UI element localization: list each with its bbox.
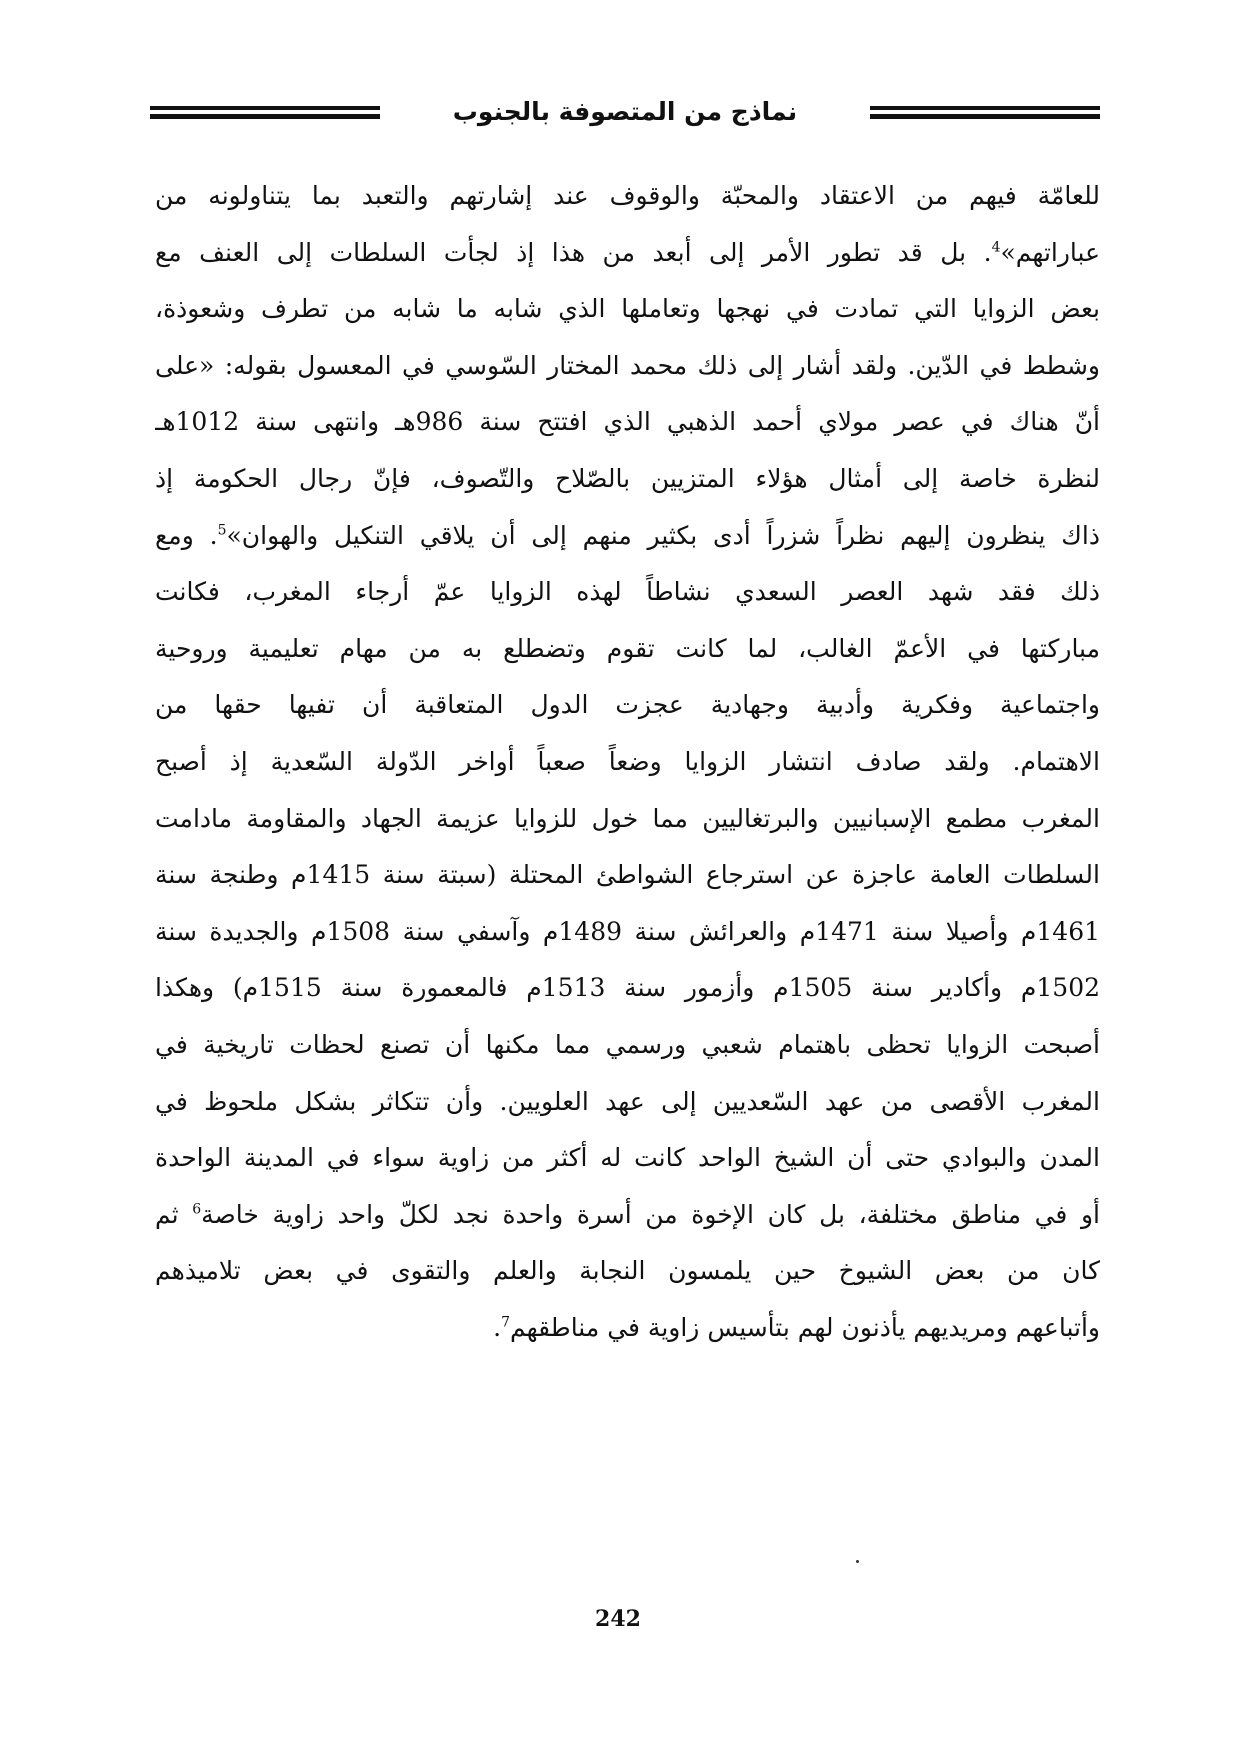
text-line: واجتماعية وفكرية وأدبية وجهادية عجزت الدول المتعاقبة أن تفيها حقها من — [155, 690, 1100, 720]
footnote-ref-7: 7 — [501, 1314, 510, 1331]
text-line — [155, 1187, 1100, 1244]
text-segment: ثم — [155, 1199, 193, 1229]
text-line — [155, 508, 1100, 565]
footnote-ref-5: 5 — [217, 522, 227, 539]
text-segment: وأتباعهم ومريديهم يأذنون لهم بتأسيس زاوية في مناطقهم — [509, 1312, 1100, 1342]
text-line: بعض الزوايا التي تمادت في نهجها وتعاملها الذي شابه ما شابه من تطرف وشعوذة، — [155, 294, 1100, 324]
text-segment: . بل قد تطور الأمر إلى أبعد من هذا إذ لجأت السلطات إلى العنف مع — [155, 237, 992, 267]
text-line — [155, 1300, 1100, 1357]
text-line: للعامّة فيهم من الاعتقاد والمحبّة والوقوف عند إشارتهم والتعبد بما يتناولونه من — [155, 181, 1100, 210]
header-rule-right — [870, 106, 1100, 119]
text-segment: عباراتهم» — [1000, 237, 1100, 267]
text-line: أصبحت الزوايا تحظى باهتمام شعبي ورسمي مما مكنها أن تصنع لحظات تاريخية في — [155, 1029, 1100, 1059]
text-line: أنّ هناك في عصر مولاي أحمد الذهبي الذي افتتح سنة 986هـ وانتهى سنة 1012هـ — [155, 407, 1100, 437]
text-segment: . — [493, 1312, 502, 1342]
text-line: مباركتها في الأعمّ الغالب، لما كانت تقوم وتضطلع به من مهام تعليمية وروحية — [155, 633, 1100, 663]
text-segment: . ومع — [155, 520, 218, 550]
text-line: السلطات العامة عاجزة عن استرجاع الشواطئ المحتلة (سبتة سنة 1415م وطنجة سنة — [155, 860, 1100, 890]
text-line: كان من بعض الشيوخ حين يلمسون النجابة والعلم والتقوى في بعض تلاميذهم — [155, 1256, 1100, 1286]
text-line: المدن والبوادي حتى أن الشيخ الواحد كانت له أكثر من زاوية سواء في المدينة الواحدة — [155, 1143, 1100, 1173]
speck-mark — [856, 1560, 859, 1563]
text-line: الاهتمام. ولقد صادف انتشار الزوايا وضعاً صعباً أواخر الدّولة السّعدية إذ أصبح — [155, 746, 1100, 776]
text-line: المغرب مطمع الإسبانيين والبرتغاليين مما خول للزوايا عزيمة الجهاد والمقاومة مادامت — [155, 803, 1100, 833]
text-segment: ذاك ينظرون إليهم نظراً شزراً أدى بكثير منهم إلى أن يلاقي التنكيل والهوان» — [226, 520, 1100, 550]
text-line: 1461م وأصيلا سنة 1471م والعرائش سنة 1489م وآسفي سنة 1508م والجديدة سنة — [155, 916, 1100, 946]
text-line: ذلك فقد شهد العصر السعدي نشاطاً لهذه الزوايا عمّ أرجاء المغرب، فكانت — [155, 577, 1100, 607]
body-text — [155, 168, 1100, 1356]
text-line — [155, 225, 1100, 282]
header-rule-left — [150, 106, 380, 119]
text-line: المغرب الأقصى من عهد السّعديين إلى عهد العلويين. وأن تتكاثر بشكل ملحوظ في — [155, 1086, 1100, 1116]
text-line: 1502م وأكادير سنة 1505م وأزمور سنة 1513م فالمعمورة سنة 1515م) وهكذا — [155, 973, 1100, 1003]
text-line: لنظرة خاصة إلى أمثال هؤلاء المتزيين بالصّلاح والتّصوف، فإنّ رجال الحكومة إذ — [155, 463, 1100, 493]
text-segment: أو في مناطق مختلفة، بل كان الإخوة من أسرة واحدة نجد لكلّ واحد زاوية خاصة — [201, 1199, 1100, 1229]
footnote-ref-6: 6 — [192, 1201, 202, 1218]
running-header — [150, 92, 1100, 132]
text-line: وشطط في الدّين. ولقد أشار إلى ذلك محمد المختار السّوسي في المعسول بقوله: «على — [155, 350, 1100, 380]
running-title: نماذج من المتصوفة بالجنوب — [452, 97, 798, 126]
page-number: 242 — [595, 1606, 641, 1632]
footnote-ref-4: 4 — [991, 239, 1001, 256]
